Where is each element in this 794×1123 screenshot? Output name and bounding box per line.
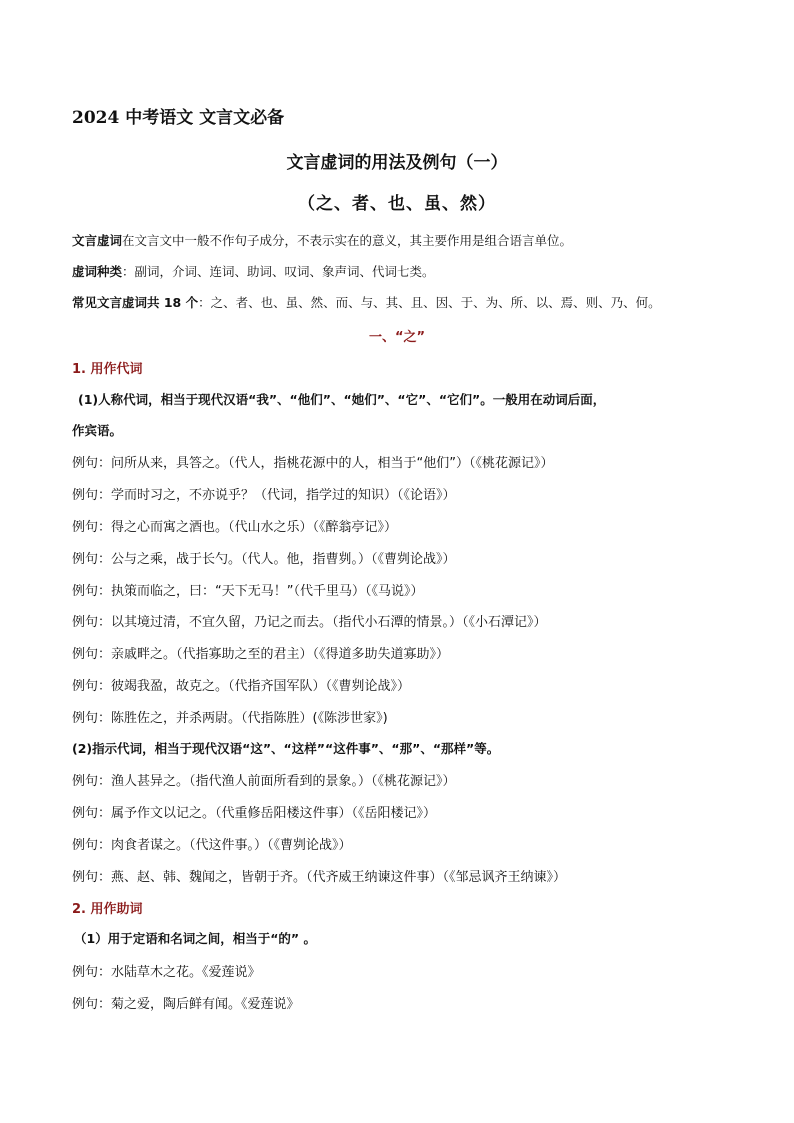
example-line: 例句：燕、赵、韩、魏闻之，皆朝于齐。（代齐威王纳谏这件事）（《邹忌讽齐王纳谏》）	[72, 870, 567, 885]
document-title: 2024 中考语文 文言文必备	[72, 108, 285, 128]
section-heading: 一、“之”	[368, 330, 426, 345]
example-line: 例句：菊之爱，陶后鲜有闻。《爱莲说》	[72, 997, 300, 1012]
intro-term: 文言虚词	[72, 233, 123, 248]
intro-text: ：之、者、也、虽、然、而、与、其、且、因、于、为、所、以、焉、则、乃、何。	[198, 295, 661, 310]
subsection-heading: 1. 用作代词	[72, 362, 143, 377]
example-line: 例句：得之心而寓之酒也。（代山水之乐）（《醉翁亭记》）	[72, 520, 398, 535]
example-line: 例句：执策而临之，曰：“天下无马！”（代千里马）（《马说》）	[72, 584, 424, 599]
intro-paragraph	[72, 231, 572, 249]
subsection-heading: 2. 用作助词	[72, 902, 143, 917]
sub-title: （之、者、也、虽、然）	[298, 194, 496, 214]
example-line: 例句：亲戚畔之。（代指寡助之至的君主）（《得道多助失道寡助》）	[72, 647, 450, 662]
intro-term: 常见文言虚词共 18 个	[72, 295, 199, 310]
main-title: 文言虚词的用法及例句（一）	[286, 153, 508, 173]
example-line: 例句：属予作文以记之。（代重修岳阳楼这件事）（《岳阳楼记》）	[72, 806, 437, 821]
intro-text: ：副词，介词、连词、助词、叹词、象声词、代词七类。	[122, 264, 435, 279]
example-line: 例句：水陆草木之花。《爱莲说》	[72, 965, 261, 980]
intro-paragraph	[72, 262, 435, 280]
example-line: 例句：以其境过清，不宜久留，乃记之而去。（指代小石潭的情景。）（《小石潭记》）	[72, 615, 547, 630]
example-line: 例句：彼竭我盈，故克之。（代指齐国军队）（《曹刿论战》）	[72, 679, 411, 694]
example-line: 例句：问所从来，具答之。（代人，指桃花源中的人，相当于“他们”）（《桃花源记》）	[72, 456, 554, 471]
example-line: 例句：公与之乘，战于长勺。（代人。他，指曹刿。）（《曹刿论战》）	[72, 552, 456, 567]
intro-term: 虚词种类	[72, 264, 123, 279]
usage-description: (2)指示代词，相当于现代汉语“这”、“这样”“这件事”、“那”、“那样”等。	[72, 741, 500, 756]
intro-text: 在文言文中一般不作句子成分，不表示实在的意义，其主要作用是组合语言单位。	[122, 233, 573, 248]
usage-description: （1）用于定语和名词之间，相当于“的” 。	[74, 931, 316, 946]
example-line: 例句：陈胜佐之，并杀两尉。（代指陈胜）(《陈涉世家》)	[72, 711, 388, 726]
example-line: 例句：肉食者谋之。（代这件事。）（《曹刿论战》）	[72, 838, 352, 853]
example-line: 例句：渔人甚异之。（指代渔人前面所看到的景象。）（《桃花源记》）	[72, 774, 456, 789]
usage-description: (1)人称代词，相当于现代汉语“我”、“他们”、“她们”、“它”、“它们”。一般用在动词后面，	[78, 392, 606, 407]
usage-description: 作宾语。	[72, 423, 123, 438]
intro-paragraph	[72, 293, 661, 311]
example-line: 例句：学而时习之，不亦说乎？（代词，指学过的知识）（《论语》）	[72, 488, 456, 503]
